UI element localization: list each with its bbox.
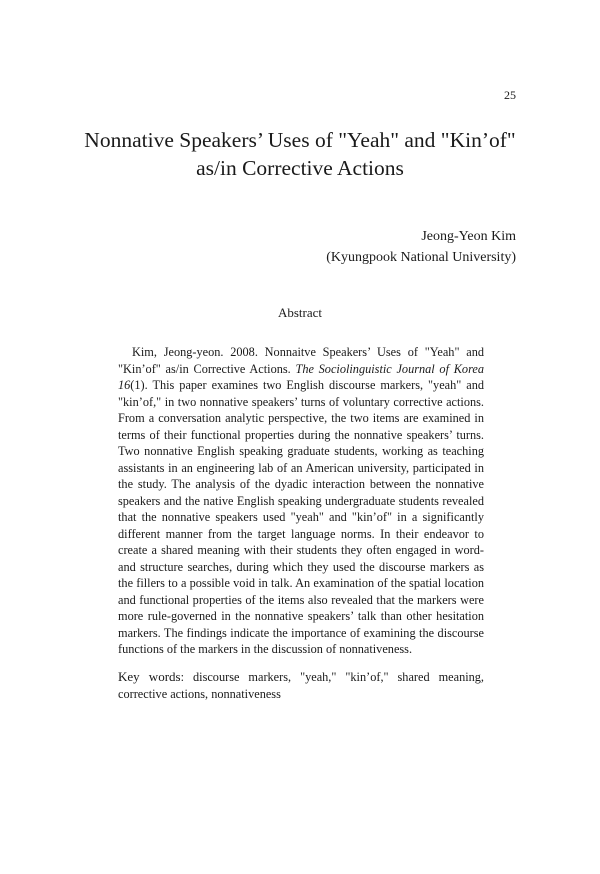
- abstract-citation: Kim, Jeong-yeon. 2008. Nonnaitve Speakers’ Uses of "Yeah" and "Kin’of" as/in Corrective Actions.: [118, 345, 484, 376]
- journal-name: The Sociolinguistic Journal of Korea 16: [118, 361, 485, 392]
- abstract-heading: Abstract: [277, 305, 323, 320]
- page-number: 25: [504, 88, 516, 102]
- abstract-body: [118, 344, 484, 658]
- keywords-label: Key words: [118, 669, 181, 684]
- title-line-2: as/in Corrective Actions: [196, 156, 404, 180]
- author-affiliation: (Kyungpook National University): [326, 250, 516, 265]
- abstract-text: This paper examines two English discourse markers, "yeah" and "kin’of," in two nonnative speakers’ turns of voluntary corrective actions. From a conversation analytic perspective, the two items are examined in terms of their functional properties during the nonnative speakers’ turns. Two nonnative English speaking graduate students, working as teaching assistants in an engineering lab of an American university, participated in the study. The analysis of the dyadic interaction between the nonnative speakers and the native English speaking undergraduate students revealed that the nonnative speakers used "yeah" and "kin’of" in a significantly different manner from the target language norms. In their endeavor to create a shared meaning with their students they often engaged in word- and structure searches, during which they used the discourse markers as the fillers to a possible void in talk. An examination of the spatial location and functional properties of the items also revealed that the markers were more rule-governed in the nonnative speakers’ talk than other hesitation markers. The findings indicate the importance of examining the discourse functions of the markers in the discussion of nonnativeness.: [118, 378, 484, 656]
- keywords-text: discourse markers, "yeah," "kin’of," shared meaning, corrective actions, nonnativeness: [118, 670, 485, 701]
- journal-issue: (1).: [130, 378, 153, 392]
- keywords: [118, 669, 484, 702]
- keywords-separator: :: [180, 670, 193, 684]
- paper-title: [60, 126, 540, 182]
- author-block: [326, 226, 516, 268]
- title-line-1: Nonnative Speakers’ Uses of "Yeah" and "Kin’of": [84, 128, 516, 152]
- author-name: Jeong-Yeon Kim: [421, 229, 516, 244]
